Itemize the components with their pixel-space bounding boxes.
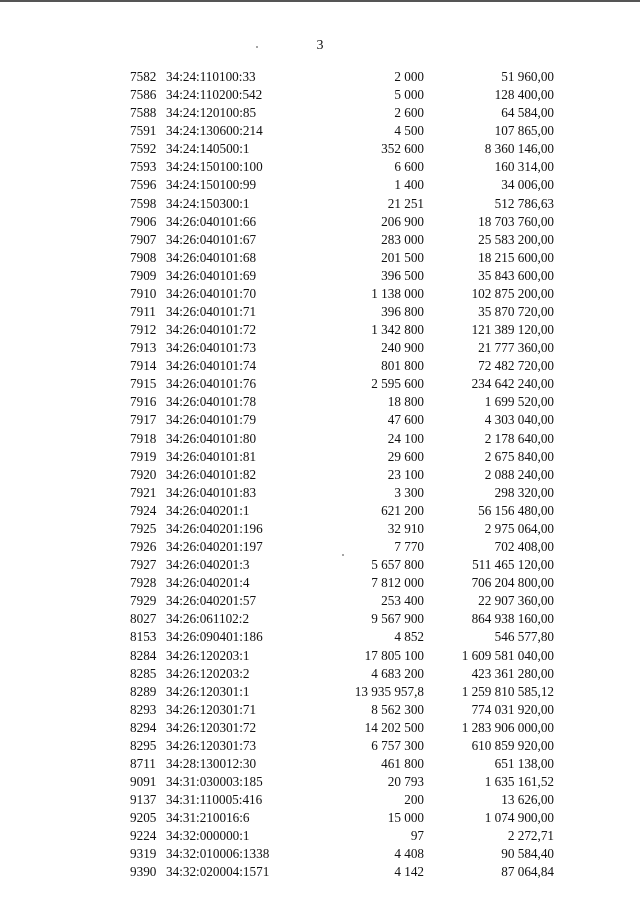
area-value: 253 400 [381,593,424,609]
cadastral-number: 34:26:040101:69 [166,267,257,283]
area-value: 396 800 [381,304,424,320]
area-value: 4 142 [394,864,424,880]
area-value: 32 910 [387,520,424,536]
area-value: 23 100 [387,466,424,482]
parcel-table [0,68,640,882]
row-number: 8711 [130,755,156,771]
cadastral-number: 34:26:040101:82 [166,466,257,482]
area-value: 200 [404,792,424,808]
row-number: 7920 [130,466,157,482]
table-row [0,357,640,375]
row-number: 9091 [130,774,157,790]
cadastral-number: 34:24:110100:33 [166,69,256,84]
table-row [0,556,640,574]
cadastral-number: 34:26:120203:1 [166,647,250,663]
row-number: 7598 [130,195,157,211]
cost-value: 512 786,63 [494,195,554,211]
area-value: 5 657 800 [371,557,424,573]
cost-value: 1 074 900,00 [484,810,554,826]
cadastral-number: 34:31:210016:6 [166,810,250,826]
row-number: 7591 [130,123,157,139]
cadastral-number: 34:26:040101:79 [166,412,257,428]
cadastral-number: 34:26:040101:76 [166,376,257,392]
cadastral-number: 34:32:010006:1338 [166,846,270,862]
cadastral-number: 34:26:040101:68 [166,249,257,265]
area-value: 6 600 [394,159,424,175]
cost-value: 35 843 600,00 [478,267,554,283]
row-number: 9205 [130,810,157,826]
cadastral-number: 34:26:040101:71 [166,304,257,320]
row-number: 7593 [130,159,157,175]
cost-value: 298 320,00 [494,484,554,500]
area-value: 2 600 [394,105,424,121]
table-row [0,393,640,411]
cost-value: 72 482 720,00 [478,358,554,374]
table-row [0,719,640,737]
area-value: 7 812 000 [371,575,424,591]
area-value: 283 000 [381,231,424,247]
cadastral-number: 34:26:120301:71 [166,701,257,717]
cadastral-number: 34:26:120301:72 [166,719,257,735]
row-number: 7926 [130,539,157,555]
cost-value: 1 609 581 040,00 [461,647,554,663]
row-number: 7915 [130,376,157,392]
cost-value: 18 703 760,00 [478,213,554,229]
row-number: 7924 [130,502,157,518]
table-row [0,213,640,231]
row-number: 7910 [130,285,157,301]
cost-value: 21 777 360,00 [478,340,554,356]
cost-value: 18 215 600,00 [478,249,554,265]
cost-value: 90 584,40 [501,846,554,862]
cost-value: 160 314,00 [494,159,554,175]
row-number: 7596 [130,177,157,193]
cost-value: 511 465 120,00 [472,557,554,573]
cadastral-number: 34:24:150100:100 [166,159,263,175]
cadastral-number: 34:26:040101:66 [166,213,257,229]
table-row [0,628,640,646]
area-value: 396 500 [381,267,424,283]
cadastral-number: 34:26:040201:1 [166,502,250,518]
page-top-edge [0,0,640,2]
row-number: 7929 [130,593,157,609]
area-value: 461 800 [381,755,424,771]
row-number: 7908 [130,249,157,265]
area-value: 2 000 [394,69,424,84]
cost-value: 610 859 920,00 [471,737,554,753]
row-number: 9137 [130,792,157,808]
row-number: 8294 [130,719,157,735]
cadastral-number: 34:26:040101:73 [166,340,257,356]
table-row [0,448,640,466]
area-value: 801 800 [381,358,424,374]
area-value: 2 595 600 [371,376,424,392]
row-number: 8285 [130,665,157,681]
area-value: 13 935 957,8 [354,683,424,699]
area-value: 1 138 000 [371,285,424,301]
table-row [0,755,640,773]
area-value: 4 408 [394,846,424,862]
row-number: 7909 [130,267,157,283]
area-value: 4 683 200 [371,665,424,681]
cost-value: 774 031 920,00 [471,701,554,717]
row-number: 7582 [130,69,157,84]
area-value: 3 300 [394,484,424,500]
table-row [0,375,640,393]
row-number: 7928 [130,575,157,591]
table-row [0,845,640,863]
cadastral-number: 34:26:040101:83 [166,484,257,500]
table-row [0,249,640,267]
table-row [0,122,640,140]
area-value: 7 770 [394,539,424,555]
row-number: 8284 [130,647,157,663]
cost-value: 102 875 200,00 [471,285,554,301]
table-row [0,665,640,683]
cost-value: 64 584,00 [501,105,554,121]
cadastral-number: 34:26:120301:1 [166,683,250,699]
row-number: 7907 [130,231,157,247]
area-value: 240 900 [381,340,424,356]
area-value: 1 400 [394,177,424,193]
table-row [0,285,640,303]
cost-value: 1 283 906 000,00 [461,719,554,735]
cadastral-number: 34:24:130600:214 [166,123,263,139]
table-row [0,484,640,502]
cost-value: 2 178 640,00 [484,430,554,446]
area-value: 20 793 [387,774,424,790]
table-row [0,737,640,755]
cost-value: 56 156 480,00 [478,502,554,518]
area-value: 17 805 100 [364,647,424,663]
cadastral-number: 34:26:040101:78 [166,394,257,410]
cadastral-number: 34:26:040201:57 [166,593,257,609]
table-row [0,574,640,592]
table-row [0,701,640,719]
cost-value: 702 408,00 [494,539,554,555]
area-value: 5 000 [394,87,424,103]
cost-value: 546 577,80 [494,629,554,645]
row-number: 7919 [130,448,157,464]
cost-value: 2 975 064,00 [484,520,554,536]
scan-mark [256,46,258,48]
cost-value: 1 699 520,00 [484,394,554,410]
table-row [0,303,640,321]
area-value: 352 600 [381,141,424,157]
row-number: 8295 [130,737,157,753]
row-number: 7921 [130,484,157,500]
area-value: 24 100 [387,430,424,446]
cost-value: 2 272,71 [507,828,554,844]
cost-value: 35 870 720,00 [478,304,554,320]
area-value: 621 200 [381,502,424,518]
table-row [0,68,640,86]
table-row [0,158,640,176]
cadastral-number: 34:24:140500:1 [166,141,250,157]
cost-value: 87 064,84 [501,864,554,880]
table-row [0,520,640,538]
area-value: 29 600 [387,448,424,464]
row-number: 7913 [130,340,157,356]
area-value: 206 900 [381,213,424,229]
table-row [0,863,640,881]
table-row [0,683,640,701]
cost-value: 864 938 160,00 [471,611,554,627]
area-value: 97 [410,828,424,844]
table-row [0,773,640,791]
cadastral-number: 34:26:040101:80 [166,430,257,446]
cost-value: 13 626,00 [501,792,554,808]
page-number: 3 [316,38,324,53]
cadastral-number: 34:31:110005:416 [166,792,263,808]
row-number: 9390 [130,864,157,880]
row-number: 7588 [130,105,157,121]
area-value: 201 500 [381,249,424,265]
cost-value: 651 138,00 [494,755,554,771]
area-value: 21 251 [387,195,424,211]
table-row [0,592,640,610]
cost-value: 107 865,00 [494,123,554,139]
table-row [0,104,640,122]
cadastral-number: 34:26:040101:74 [166,358,257,374]
row-number: 9319 [130,846,157,862]
row-number: 9224 [130,828,157,844]
cost-value: 1 635 161,52 [484,774,554,790]
cadastral-number: 34:24:110200:542 [166,87,263,103]
area-value: 4 852 [394,629,424,645]
cadastral-number: 34:32:000000:1 [166,828,250,844]
cadastral-number: 34:26:040101:81 [166,448,257,464]
area-value: 1 342 800 [371,322,424,338]
cadastral-number: 34:26:040201:4 [166,575,250,591]
cost-value: 2 675 840,00 [484,448,554,464]
cost-value: 8 360 146,00 [484,141,554,157]
cost-value: 1 259 810 585,12 [461,683,554,699]
row-number: 8153 [130,629,157,645]
table-row [0,176,640,194]
cadastral-number: 34:26:040201:3 [166,557,250,573]
table-row [0,231,640,249]
row-number: 7916 [130,394,157,410]
cost-value: 128 400,00 [494,87,554,103]
row-number: 7911 [130,304,156,320]
table-row [0,339,640,357]
cost-value: 234 642 240,00 [471,376,554,392]
cadastral-number: 34:26:120203:2 [166,665,250,681]
area-value: 15 000 [387,810,424,826]
cadastral-number: 34:31:030003:185 [166,774,263,790]
row-number: 7914 [130,358,157,374]
area-value: 14 202 500 [364,719,424,735]
cadastral-number: 34:26:090401:186 [166,629,263,645]
cost-value: 4 303 040,00 [484,412,554,428]
cadastral-number: 34:28:130012:30 [166,755,257,771]
area-value: 18 800 [387,394,424,410]
table-row [0,809,640,827]
area-value: 4 500 [394,123,424,139]
cadastral-number: 34:32:020004:1571 [166,864,270,880]
cadastral-number: 34:26:040101:72 [166,322,257,338]
table-row [0,466,640,484]
cost-value: 706 204 800,00 [471,575,554,591]
cost-value: 423 361 280,00 [471,665,554,681]
row-number: 7917 [130,412,157,428]
table-row [0,86,640,104]
row-number: 8027 [130,611,157,627]
cost-value: 34 006,00 [501,177,554,193]
cadastral-number: 34:24:120100:85 [166,105,257,121]
scan-mark [342,554,344,556]
cadastral-number: 34:24:150300:1 [166,195,250,211]
table-row [0,195,640,213]
table-row [0,538,640,556]
table-row [0,140,640,158]
row-number: 7906 [130,213,157,229]
row-number: 7592 [130,141,157,157]
table-row [0,647,640,665]
row-number: 8293 [130,701,157,717]
area-value: 9 567 900 [371,611,424,627]
cadastral-number: 34:26:040201:197 [166,539,263,555]
row-number: 7912 [130,322,157,338]
row-number: 7586 [130,87,157,103]
row-number: 8289 [130,683,157,699]
cadastral-number: 34:26:120301:73 [166,737,257,753]
cadastral-number: 34:26:040201:196 [166,520,263,536]
area-value: 6 757 300 [371,737,424,753]
cadastral-number: 34:26:061102:2 [166,611,250,627]
area-value: 47 600 [387,412,424,428]
cost-value: 25 583 200,00 [478,231,554,247]
table-row [0,411,640,429]
cost-value: 2 088 240,00 [484,466,554,482]
table-row [0,321,640,339]
row-number: 7927 [130,557,157,573]
cost-value: 51 960,00 [501,69,554,84]
cadastral-number: 34:26:040101:67 [166,231,257,247]
cost-value: 22 907 360,00 [478,593,554,609]
row-number: 7918 [130,430,157,446]
cost-value: 121 389 120,00 [471,322,554,338]
table-row [0,267,640,285]
table-row [0,610,640,628]
table-row [0,827,640,845]
area-value: 8 562 300 [371,701,424,717]
cadastral-number: 34:24:150100:99 [166,177,257,193]
cadastral-number: 34:26:040101:70 [166,285,257,301]
table-row [0,502,640,520]
table-row [0,430,640,448]
row-number: 7925 [130,520,157,536]
table-row [0,791,640,809]
